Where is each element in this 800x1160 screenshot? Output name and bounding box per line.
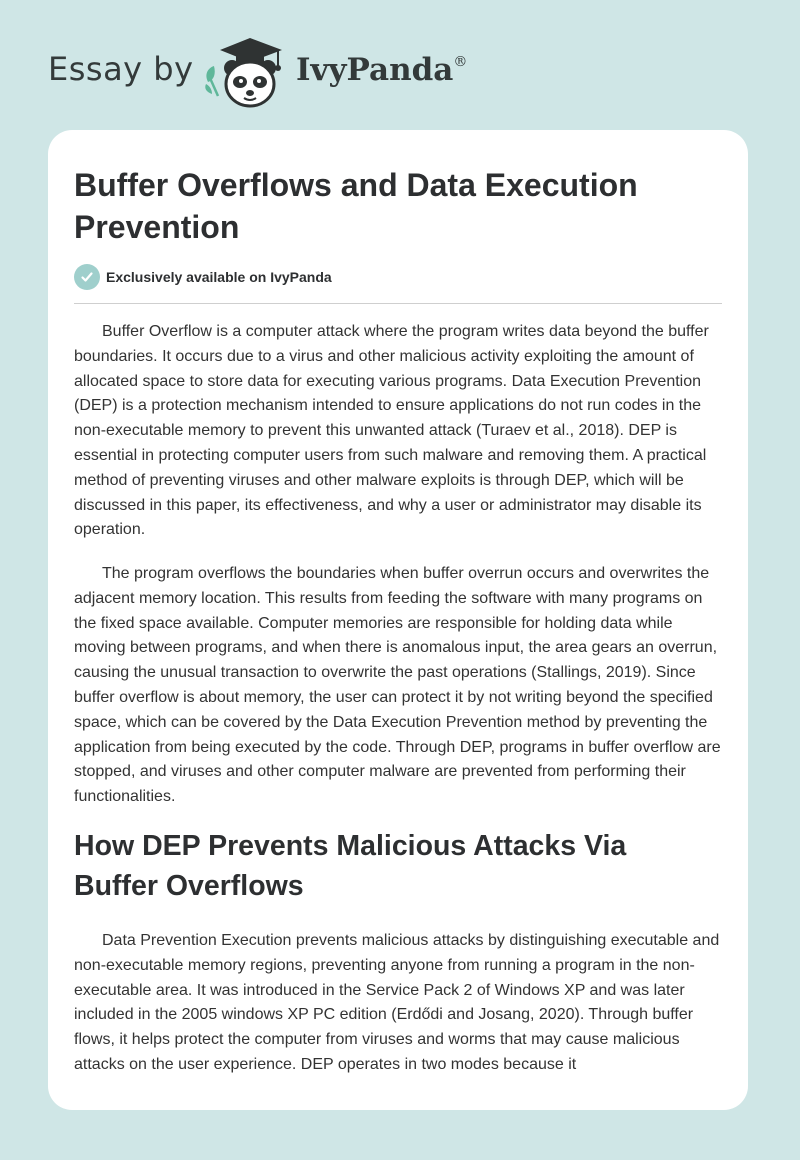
brand-prefix: Essay by [48, 50, 194, 88]
registered-mark: ® [453, 54, 468, 70]
paragraph: Data Prevention Execution prevents malicious attacks by distinguishing executable and non-executable memory regions, preventing anyone from running a program in the non-executable area. It was introduced in the Service Pack 2 of Windows XP and was later included in the 2005 windows XP PC edition (Erdődi and Josang, 2020). Through buffer flows, it helps protect the computer from viruses and worms that may cause malicious attacks on the user experience. DEP operates in two modes because it [74, 932, 720, 1073]
paragraph: Buffer Overflow is a computer attack where the program writes data beyond the buffer boundaries. It occurs due to a virus and other malicious activity exploiting the amount of allocated space to store data for executing various programs. Data Execution Prevention (DEP) is a protection mechanism intended to ensure applications do not run codes in the non-executable memory to prevent this unwanted attack (Turaev et al., 2018). DEP is essential in protecting computer users from such malware and removing them. A practical method of preventing viruses and other malware exploits is through DEP, which will be discussed in this paper, its effectiveness, and why a user or administrator may disable its operation. [74, 323, 709, 539]
exclusive-label: Exclusively available on IvyPanda [106, 269, 332, 285]
site-header [0, 0, 800, 130]
brand-name: IvyPanda® [296, 52, 468, 88]
divider [74, 303, 722, 304]
essay-title: Buffer Overflows and Data Execution Prevention [74, 167, 638, 245]
exclusive-badge [74, 264, 332, 290]
essay-card [48, 130, 748, 1110]
checkmark-icon [74, 264, 100, 290]
paragraph: The program overflows the boundaries when buffer overrun occurs and overwrites the adjacent memory location. This results from feeding the software with many programs on the fixed space available. Computer memories are responsible for holding data while moving between programs, and when there is anomalous input, the area gears an overrun, causing the unusual transaction to overwrite the past operations (Stallings, 2019). Since buffer overflow is about memory, the user can protect it by not writing beyond the specified space, which can be covered by the Data Execution Prevention method by preventing the application from being executed by the code. Through DEP, programs in buffer overflow are stopped, and viruses and other computer malware are prevented from performing their functionalities. [74, 565, 721, 806]
panda-logo-icon[interactable] [198, 34, 290, 110]
section-heading: How DEP Prevents Malicious Attacks Via Buffer Overflows [74, 830, 627, 902]
